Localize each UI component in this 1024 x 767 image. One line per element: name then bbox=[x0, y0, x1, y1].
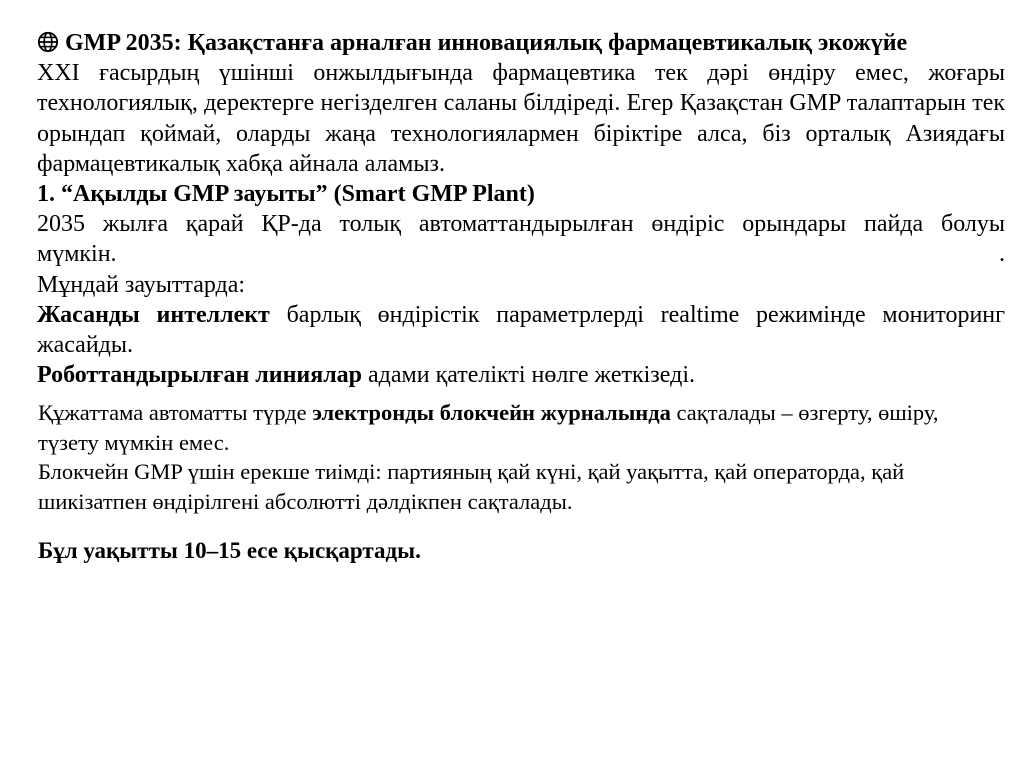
documentation-start: Құжаттама автоматты түрде bbox=[38, 400, 313, 425]
globe-icon bbox=[37, 31, 59, 53]
document-title: GMP 2035: Қазақстанға арналған инновациялық фармацевтикалық экожүйе bbox=[65, 30, 908, 56]
ai-paragraph bbox=[37, 300, 1005, 360]
intro-paragraph: XXI ғасырдың үшінші онжылдығында фармацевтика тек дәрі өндіру емес, жоғары технологиялық, деректерге негізделген саланы білдіреді. Егер Қазақстан GMP талаптарын тек орындап қоймай, оларды жаңа технологиялармен біріктіре алса, біз орталық Азиядағы фармацевтикалық хабқа айнала аламыз. bbox=[37, 60, 1005, 177]
ai-description: барлық өндірістік параметрлерді realtime режимінде мониторинг жасайды. bbox=[37, 301, 1005, 359]
section1-heading: 1. “Ақылды GMP зауыты” (Smart GMP Plant) bbox=[37, 181, 535, 208]
section1-paragraph-word: мүмкін. bbox=[37, 241, 117, 268]
documentation-paragraph bbox=[38, 398, 998, 457]
secondary-text-block bbox=[38, 398, 998, 516]
robot-bold-term: Роботтандырылған линиялар bbox=[37, 362, 363, 389]
section1-paragraph-line1: 2035 жылға қарай ҚР-да толық автоматтандырылған өндіріс орындары пайда болуы bbox=[37, 211, 1005, 238]
final-statement: Бұл уақытты 10–15 есе қысқартады. bbox=[38, 538, 421, 563]
heading-line bbox=[37, 28, 1005, 58]
robot-description: адами қателікті нөлге жеткізеді. bbox=[362, 362, 695, 389]
section1-paragraph-dot: . bbox=[999, 241, 1005, 268]
robot-paragraph bbox=[37, 360, 1005, 390]
section1-paragraph-line2 bbox=[37, 239, 1005, 269]
ai-bold-term: Жасанды интеллект bbox=[37, 301, 270, 328]
such-plants-label: Мұндай зауыттарда: bbox=[37, 271, 246, 298]
documentation-bold-term: электронды блокчейн журналында bbox=[312, 400, 671, 425]
main-text-block bbox=[37, 28, 1005, 390]
blockchain-paragraph: Блокчейн GMP үшін ерекше тиімді: партияның қай күні, қай уақытта, қай операторда, қай шикізатпен өндірілгені абсолютті дәлдікпен сақталады. bbox=[38, 459, 905, 514]
documentation-end: сақталады – өзгерту, өшіру, түзету мүмкін емес. bbox=[38, 400, 939, 455]
